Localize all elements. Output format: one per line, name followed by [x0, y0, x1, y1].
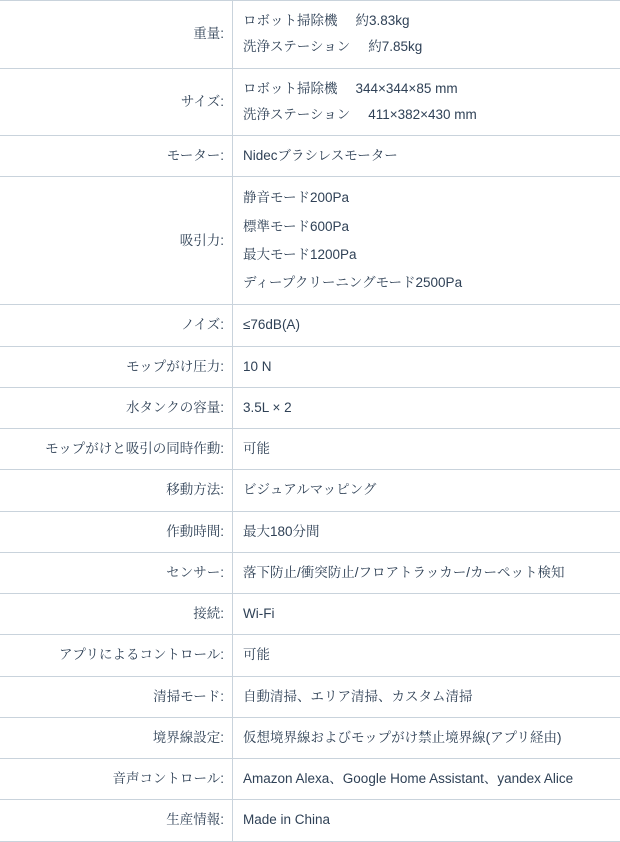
- row-value: [233, 676, 620, 717]
- table-row: [0, 177, 620, 305]
- row-value: [233, 759, 620, 800]
- row-label: モップがけと吸引の同時作動:: [0, 429, 233, 470]
- value-line-value: 344×344×85 mm: [356, 81, 458, 96]
- value-line: ディープクリーニングモード2500Pa: [243, 269, 614, 297]
- row-label: 接続:: [0, 594, 233, 635]
- value-line: 静音モード200Pa: [243, 184, 614, 212]
- value-line-value: 約7.85kg: [368, 39, 422, 54]
- value-line: 標準モード600Pa: [243, 213, 614, 241]
- value-line: [243, 34, 614, 60]
- value-line-value: 約3.83kg: [356, 13, 410, 28]
- table-row: [0, 305, 620, 346]
- value-line: Wi-Fi: [243, 601, 614, 627]
- value-line: 落下防止/衝突防止/フロアトラッカー/カーペット検知: [243, 560, 614, 586]
- value-line: 自動清掃、エリア清掃、カスタム清掃: [243, 684, 614, 710]
- value-line: Amazon Alexa、Google Home Assistant、yandex Alice: [243, 766, 614, 792]
- value-line: 可能: [243, 436, 614, 462]
- table-row: [0, 552, 620, 593]
- row-label: 作動時間:: [0, 511, 233, 552]
- row-label: アプリによるコントロール:: [0, 635, 233, 676]
- row-label: 境界線設定:: [0, 717, 233, 758]
- table-row: [0, 387, 620, 428]
- row-value: [233, 470, 620, 511]
- value-line: 10 N: [243, 354, 614, 380]
- row-label: 生産情報:: [0, 800, 233, 841]
- value-line: ≤76dB(A): [243, 312, 614, 338]
- value-line: 3.5L × 2: [243, 395, 614, 421]
- table-row: [0, 470, 620, 511]
- row-label: 水タンクの容量:: [0, 387, 233, 428]
- table-row: [0, 1, 620, 69]
- value-line: 仮想境界線およびモップがけ禁止境界線(アプリ経由): [243, 725, 614, 751]
- row-label: ノイズ:: [0, 305, 233, 346]
- table-row: [0, 511, 620, 552]
- row-value: [233, 511, 620, 552]
- row-value: [233, 429, 620, 470]
- row-value: [233, 305, 620, 346]
- row-value: [233, 717, 620, 758]
- table-row: [0, 594, 620, 635]
- value-line: [243, 102, 614, 128]
- row-value: [233, 346, 620, 387]
- row-value: [233, 1, 620, 69]
- value-line: 最大モード1200Pa: [243, 241, 614, 269]
- table-row: [0, 68, 620, 136]
- specification-table-body: [0, 1, 620, 842]
- table-row: [0, 429, 620, 470]
- value-line: 可能: [243, 642, 614, 668]
- row-value: [233, 177, 620, 305]
- row-value: [233, 594, 620, 635]
- table-row: [0, 635, 620, 676]
- row-value: [233, 552, 620, 593]
- value-line-key: 洗浄ステーション: [243, 105, 350, 125]
- row-label: モップがけ圧力:: [0, 346, 233, 387]
- row-label: 清掃モード:: [0, 676, 233, 717]
- value-line: [243, 8, 614, 34]
- row-value: [233, 68, 620, 136]
- row-label: サイズ:: [0, 68, 233, 136]
- row-value: [233, 635, 620, 676]
- value-line-key: 洗浄ステーション: [243, 37, 350, 57]
- value-line: 最大180分間: [243, 519, 614, 545]
- row-label: センサー:: [0, 552, 233, 593]
- table-row: [0, 676, 620, 717]
- row-label: モーター:: [0, 136, 233, 177]
- value-line: Made in China: [243, 807, 614, 833]
- value-line-key: ロボット掃除機: [243, 11, 338, 31]
- row-label: 音声コントロール:: [0, 759, 233, 800]
- table-row: [0, 346, 620, 387]
- value-line: [243, 76, 614, 102]
- table-row: [0, 717, 620, 758]
- row-value: [233, 387, 620, 428]
- value-line: ビジュアルマッピング: [243, 477, 614, 503]
- row-value: [233, 800, 620, 841]
- row-label: 重量:: [0, 1, 233, 69]
- row-value: [233, 136, 620, 177]
- row-label: 吸引力:: [0, 177, 233, 305]
- row-label: 移動方法:: [0, 470, 233, 511]
- value-line: Nidecブラシレスモーター: [243, 143, 614, 169]
- value-line-value: 411×382×430 mm: [368, 107, 477, 122]
- table-row: [0, 759, 620, 800]
- table-row: [0, 136, 620, 177]
- table-row: [0, 800, 620, 841]
- value-line-key: ロボット掃除機: [243, 79, 338, 99]
